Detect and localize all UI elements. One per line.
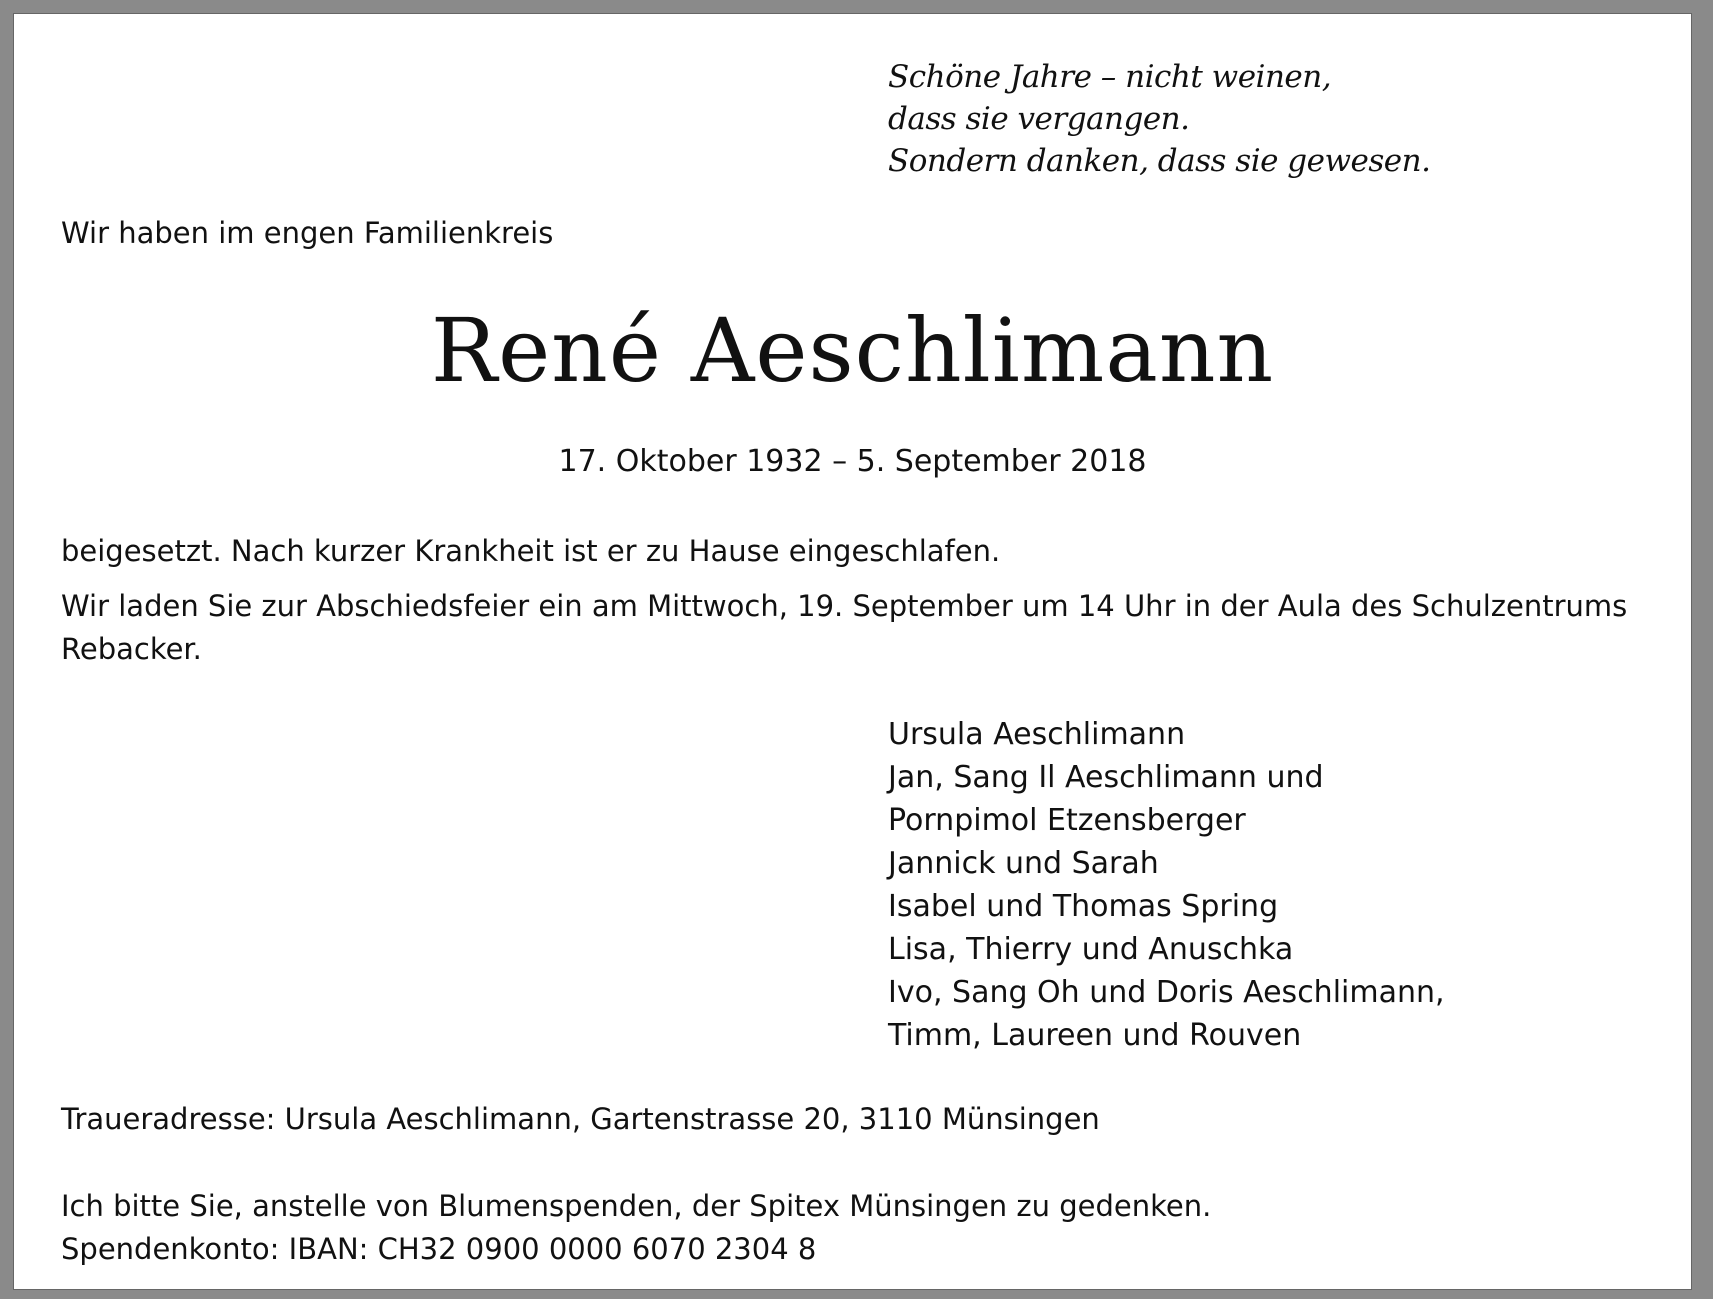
motto-line: dass sie vergangen. <box>888 101 1190 137</box>
mourner-entry: Jan, Sang Il Aeschlimann und <box>888 760 1324 795</box>
donation-account: Spendenkonto: IBAN: CH32 0900 0000 6070 2304 8 <box>61 1232 817 1266</box>
mourner-entry: Jannick und Sarah <box>888 846 1159 881</box>
burial-statement: beigesetzt. Nach kurzer Krankheit ist er zu Hause eingeschlafen. <box>61 534 1001 568</box>
mourner-entry: Timm, Laureen und Rouven <box>888 1018 1302 1053</box>
deceased-name: René Aeschlimann <box>430 299 1275 402</box>
mourning-address: Traueradresse: Ursula Aeschlimann, Gartenstrasse 20, 3110 Münsingen <box>61 1102 1100 1136</box>
obituary-notice <box>13 13 1692 1290</box>
mourner-entry: Ivo, Sang Oh und Doris Aeschlimann, <box>888 975 1445 1010</box>
mourner-entry: Pornpimol Etzensberger <box>888 803 1246 838</box>
mourner-entry: Lisa, Thierry und Anuschka <box>888 932 1294 967</box>
mourner-entry: Ursula Aeschlimann <box>888 717 1186 752</box>
mourners-list <box>888 713 1445 1057</box>
motto-line: Schöne Jahre – nicht weinen, <box>888 59 1332 95</box>
motto-line: Sondern danken, dass sie gewesen. <box>888 143 1431 179</box>
motto-quote <box>888 56 1430 182</box>
invitation-line: Wir laden Sie zur Abschiedsfeier ein am Mittwoch, 19. September um 14 Uhr in der Aula des Schulzentrums <box>61 589 1628 623</box>
intro-text: Wir haben im engen Familienkreis <box>61 216 554 250</box>
invitation-line: Rebacker. <box>61 632 202 666</box>
mourner-entry: Isabel und Thomas Spring <box>888 889 1279 924</box>
donation-note <box>61 1185 1211 1271</box>
life-dates: 17. Oktober 1932 – 5. September 2018 <box>558 444 1147 479</box>
donation-request: Ich bitte Sie, anstelle von Blumenspenden, der Spitex Münsingen zu gedenken. <box>61 1189 1212 1223</box>
farewell-invitation <box>61 585 1627 671</box>
